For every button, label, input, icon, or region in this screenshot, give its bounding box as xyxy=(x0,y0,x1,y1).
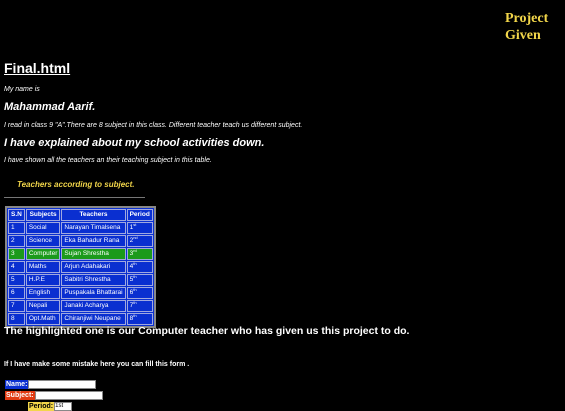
cell-teacher: Sujan Shrestha xyxy=(61,248,125,260)
corner-title-line-1: Project xyxy=(505,11,549,26)
table-header-row xyxy=(8,209,153,221)
period-suffix: nd xyxy=(133,234,138,240)
cell-sn: 4 xyxy=(8,261,25,273)
period-suffix: th xyxy=(133,299,137,305)
subject-label: Subject: xyxy=(6,391,34,399)
divider xyxy=(4,197,145,198)
class-info-text: I read in class 9 "A".There are 8 subject in this class. Different teacher teach us different subject. xyxy=(4,122,303,129)
form-intro-text: If I have make some mistake here you can fill this form . xyxy=(4,361,190,368)
cell-sn: 7 xyxy=(8,300,25,312)
cell-sn: 3 xyxy=(8,248,25,260)
period-number: 4 xyxy=(129,263,134,270)
corner-title-line-2: Given xyxy=(505,28,541,43)
cell-subject: H.P.E xyxy=(26,274,61,286)
subject-input[interactable] xyxy=(35,391,103,400)
period-label: Period: xyxy=(29,402,54,410)
teacher-table xyxy=(5,206,156,328)
column-header-teachers: Teachers xyxy=(61,209,125,221)
table-row xyxy=(8,248,153,260)
corner-title xyxy=(505,10,565,44)
cell-teacher: Eka Bahadur Rana xyxy=(61,235,125,247)
cell-period xyxy=(127,222,153,234)
column-header-subjects: Subjects xyxy=(26,209,61,221)
period-suffix: rd xyxy=(133,247,137,253)
cell-subject: Science xyxy=(26,235,61,247)
cell-period xyxy=(127,261,153,273)
period-suffix: th xyxy=(133,273,137,279)
cell-subject: Opt.Math xyxy=(26,313,61,325)
cell-period xyxy=(127,248,153,260)
period-suffix: th xyxy=(133,260,137,266)
column-header-period: Period xyxy=(127,209,153,221)
cell-subject: Nepali xyxy=(26,300,61,312)
cell-period xyxy=(127,287,153,299)
cell-period xyxy=(127,274,153,286)
table-row xyxy=(8,235,153,247)
period-number: 6 xyxy=(129,289,134,296)
table-row xyxy=(8,300,153,312)
subject-field-row xyxy=(5,390,103,400)
table-row xyxy=(8,313,153,325)
author-name: Mahammad Aarif. xyxy=(4,101,96,113)
cell-period xyxy=(127,235,153,247)
intro-text: My name is xyxy=(4,86,40,93)
cell-teacher: Arjun Adahakari xyxy=(61,261,125,273)
cell-subject: Computer xyxy=(26,248,61,260)
page-title: Final.html xyxy=(4,60,71,76)
name-label: Name: xyxy=(6,380,28,388)
table-intro-text: I have shown all the teachers an their teaching subject in this table. xyxy=(4,157,212,164)
table-row xyxy=(8,261,153,273)
table-caption: Teachers according to subject. xyxy=(17,180,135,189)
period-number: 3 xyxy=(129,250,134,257)
cell-teacher: Narayan Timalsena xyxy=(61,222,125,234)
period-input[interactable] xyxy=(54,402,72,411)
table-row xyxy=(8,287,153,299)
period-number: 7 xyxy=(129,302,134,309)
table-row xyxy=(8,274,153,286)
period-number: 5 xyxy=(129,276,134,283)
table-row xyxy=(8,222,153,234)
cell-subject: Social xyxy=(26,222,61,234)
period-suffix: st xyxy=(133,221,137,227)
name-field-row xyxy=(5,379,96,389)
cell-subject: English xyxy=(26,287,61,299)
cell-sn: 1 xyxy=(8,222,25,234)
cell-subject: Maths xyxy=(26,261,61,273)
cell-sn: 8 xyxy=(8,313,25,325)
highlight-note: The highlighted one is our Computer teacher who has given us this project to do. xyxy=(4,325,410,337)
period-number: 2 xyxy=(129,237,134,244)
cell-period xyxy=(127,300,153,312)
period-field-row xyxy=(28,401,72,411)
cell-sn: 5 xyxy=(8,274,25,286)
explain-heading: I have explained about my school activities down. xyxy=(4,137,265,149)
name-input[interactable] xyxy=(28,380,96,389)
cell-sn: 2 xyxy=(8,235,25,247)
period-suffix: th xyxy=(133,286,137,292)
cell-teacher: Puspakala Bhattarai xyxy=(61,287,125,299)
period-number: 1 xyxy=(129,224,134,231)
cell-teacher: Sabitri Shrestha xyxy=(61,274,125,286)
cell-teacher: Janaki Acharya xyxy=(61,300,125,312)
cell-teacher: Chiranjiwi Neupane xyxy=(61,313,125,325)
period-number: 8 xyxy=(129,315,134,322)
period-suffix: th xyxy=(133,312,137,318)
column-header-sn: S.N xyxy=(8,209,25,221)
cell-sn: 6 xyxy=(8,287,25,299)
cell-period xyxy=(127,313,153,325)
